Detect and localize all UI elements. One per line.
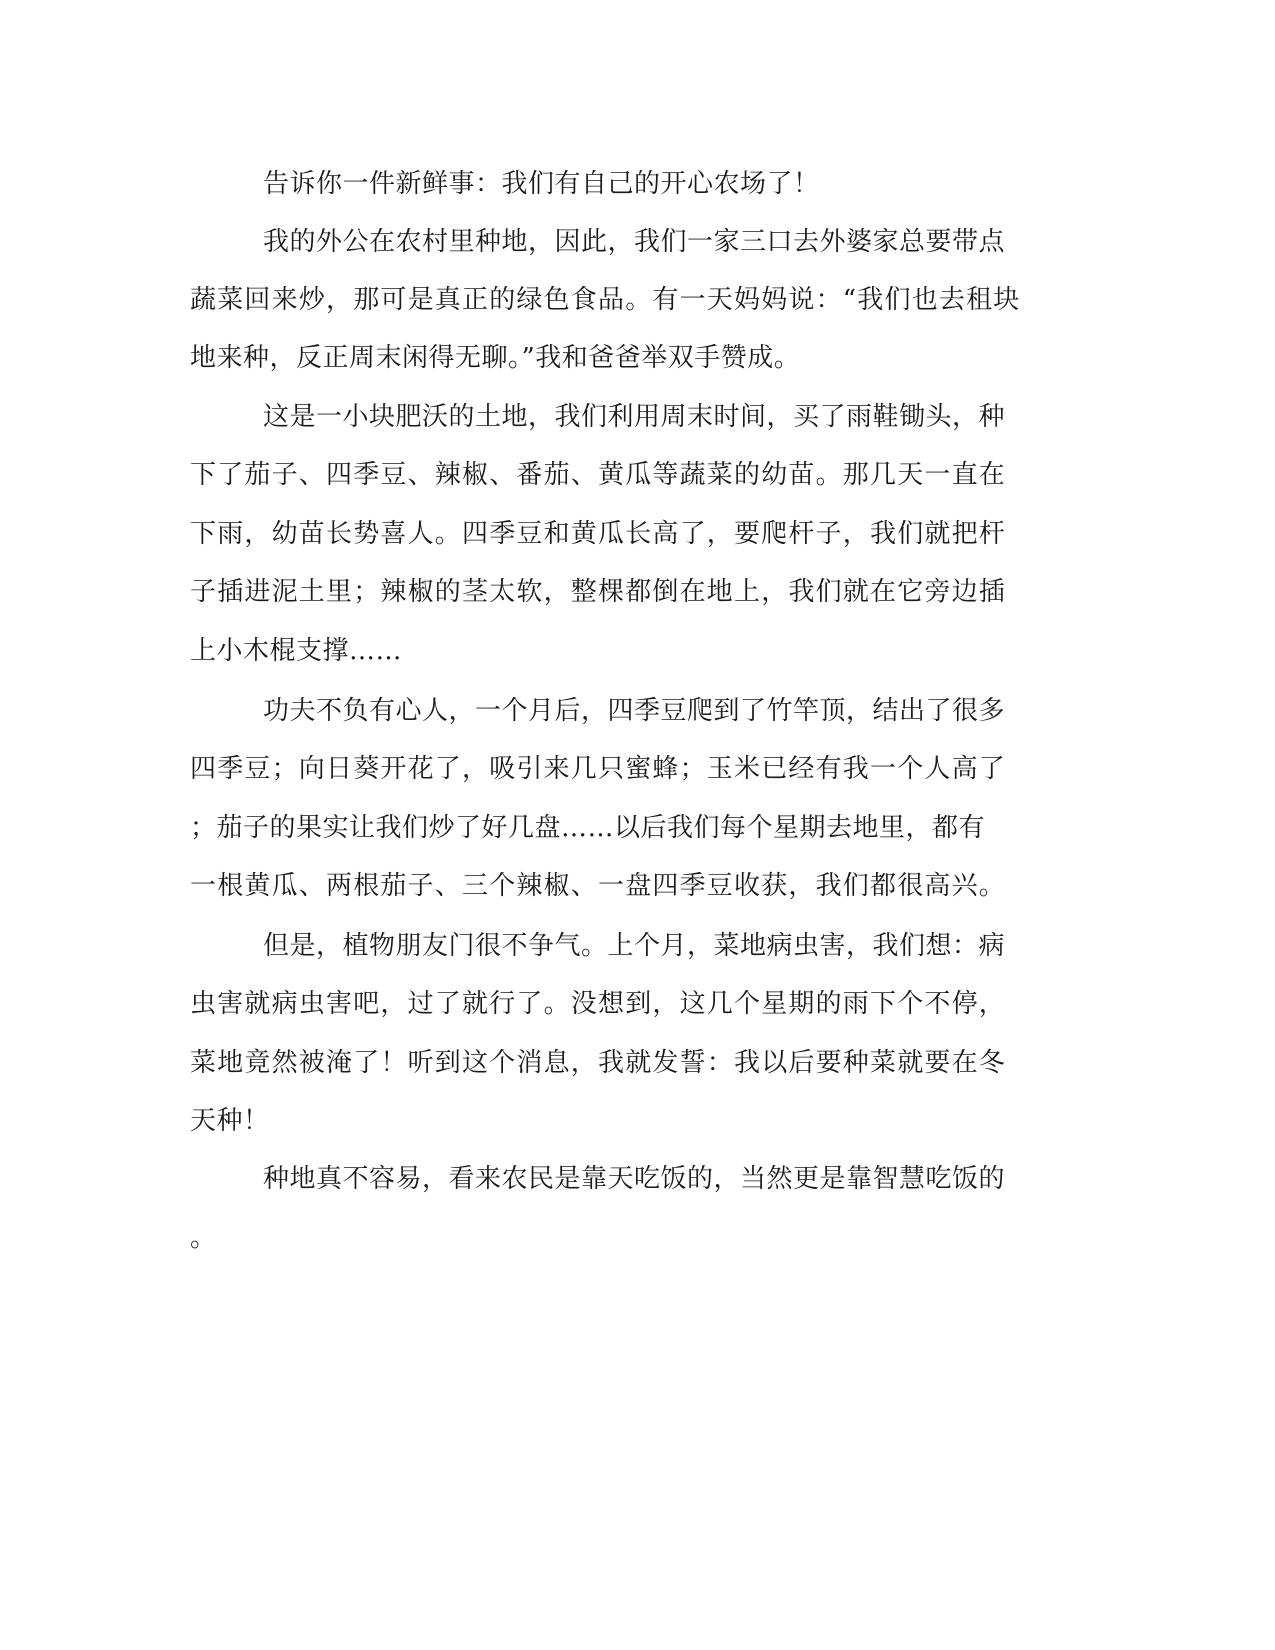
paragraph-5-line-2: 虫害就病虫害吧，过了就行了。没想到，这几个星期的雨下个不停，: [190, 989, 1007, 1019]
paragraph-2-line-3: 地来种，反正周末闲得无聊。”我和爸爸举双手赞成。: [190, 343, 801, 373]
paragraph-3-line-4: 子插进泥土里；辣椒的茎太软，整棵都倒在地上，我们就在它旁边插: [190, 577, 1007, 607]
paragraph-2-line-2: 蔬菜回来炒，那可是真正的绿色食品。有一天妈妈说：“我们也去租块: [190, 285, 1021, 315]
paragraph-4-line-4: 一根黄瓜、两根茄子、三个辣椒、一盘四季豆收获，我们都很高兴。: [190, 871, 1007, 901]
paragraph-6-line-1: 种地真不容易，看来农民是靠天吃饭的，当然更是靠智慧吃饭的: [263, 1164, 1006, 1194]
paragraph-3-line-3: 下雨，幼苗长势喜人。四季豆和黄瓜长高了，要爬杆子，我们就把杆: [190, 519, 1007, 549]
paragraph-5-line-3: 菜地竟然被淹了！听到这个消息，我就发誓：我以后要种菜就要在冬: [190, 1048, 1007, 1078]
paragraph-5-line-1: 但是，植物朋友门很不争气。上个月，菜地病虫害，我们想：病: [263, 931, 1006, 961]
paragraph-3-line-2: 下了茄子、四季豆、辣椒、番茄、黄瓜等蔬菜的幼苗。那几天一直在: [190, 460, 1007, 490]
paragraph-3-line-5: 上小木棍支撑……: [190, 636, 403, 666]
paragraph-6-line-2: 。: [190, 1223, 217, 1253]
paragraph-4-line-1: 功夫不负有心人，一个月后，四季豆爬到了竹竿顶，结出了很多: [263, 696, 1006, 726]
paragraph-2-line-1: 我的外公在农村里种地，因此，我们一家三口去外婆家总要带点: [263, 227, 1006, 257]
paragraph-4-line-2: 四季豆；向日葵开花了，吸引来几只蜜蜂；玉米已经有我一个人高了: [190, 754, 1007, 784]
paragraph-1-line-1: 告诉你一件新鲜事：我们有自己的开心农场了！: [263, 169, 820, 199]
paragraph-5-line-4: 天种！: [190, 1106, 270, 1136]
paragraph-3-line-1: 这是一小块肥沃的土地，我们利用周末时间，买了雨鞋锄头，种: [263, 402, 1006, 432]
paragraph-4-line-3: ；茄子的果实让我们炒了好几盘……以后我们每个星期去地里，都有: [190, 813, 986, 843]
